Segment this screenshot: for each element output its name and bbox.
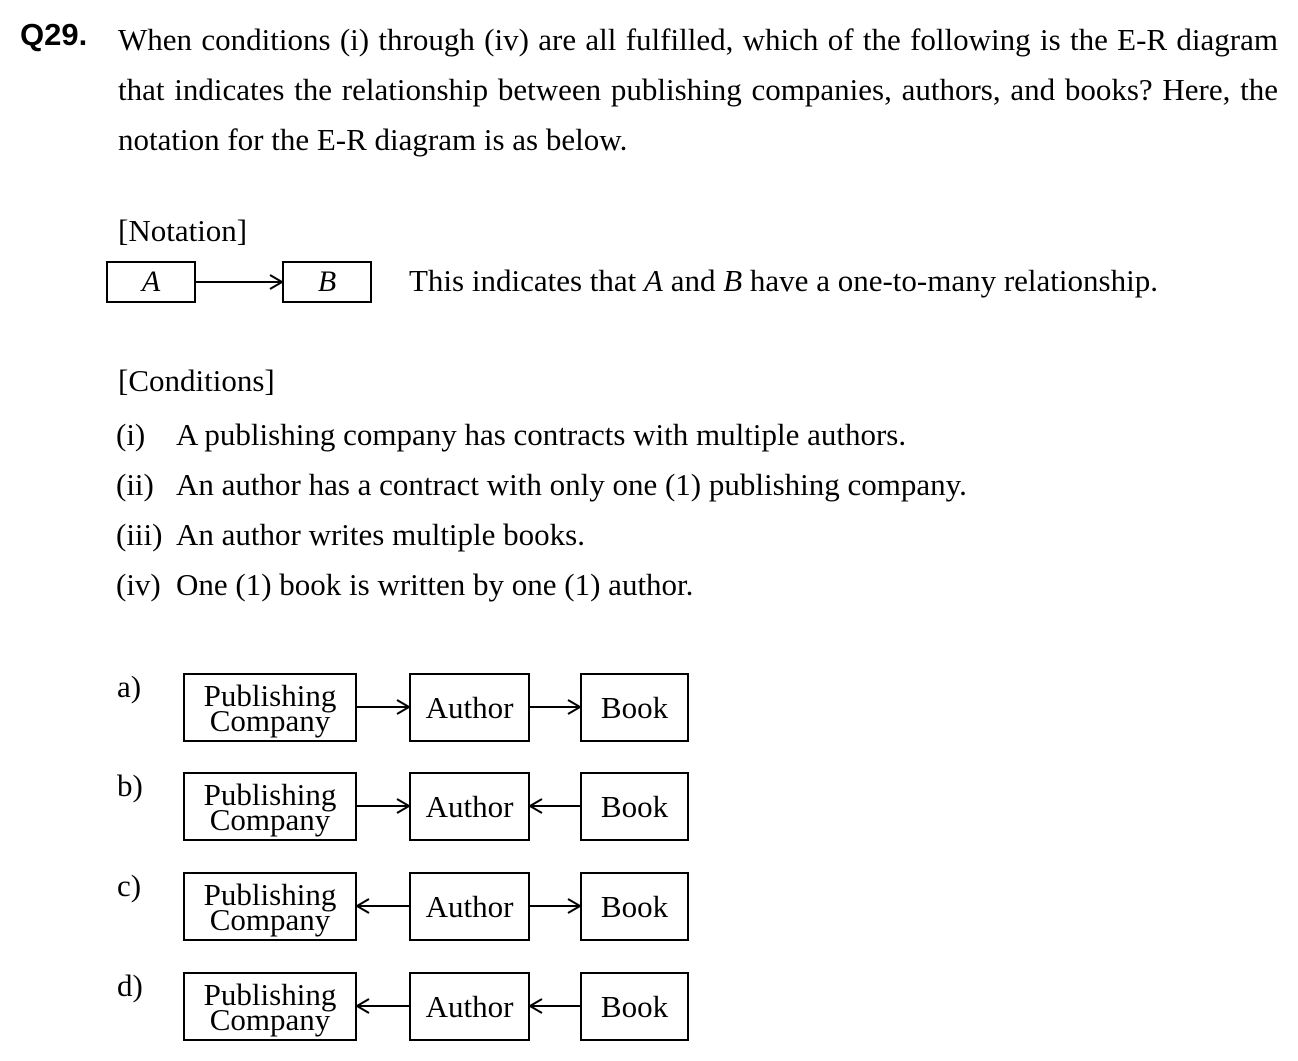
option-a-label: a) [117, 669, 142, 704]
option-b-arrow-company-author [357, 799, 409, 813]
notation-entity-a: A [106, 261, 196, 303]
condition-item: (i) A publishing company has contracts with multiple authors. [116, 417, 907, 452]
conditions-heading: [Conditions] [118, 363, 275, 398]
option-d-book: Book [580, 972, 689, 1041]
option-c-arrow-company-author [357, 899, 409, 913]
option-d-author: Author [409, 972, 530, 1041]
question-stem: When conditions (i) through (iv) are all fulfilled, which of the following is the E-R diagram that indicates the relationship between publishing companies, authors, and books? Here, the notation for the E-R diagram is as below. [118, 22, 1278, 157]
condition-item: (iv) One (1) book is written by one (1) author. [116, 567, 694, 602]
notation-entity-b: B [282, 261, 372, 303]
notation-heading: [Notation] [118, 213, 248, 248]
option-a-book: Book [580, 673, 689, 742]
option-b-publishing-company: Publishing Company [183, 772, 357, 841]
option-c-author: Author [409, 872, 530, 941]
option-c-arrow-author-book [530, 899, 580, 913]
option-a-arrow-company-author [357, 700, 409, 714]
option-a-publishing-company: Publishing Company [183, 673, 357, 742]
option-b-arrow-author-book [530, 799, 580, 813]
condition-item: (iii) An author writes multiple books. [116, 517, 585, 552]
option-b-book: Book [580, 772, 689, 841]
option-d-publishing-company: Publishing Company [183, 972, 357, 1041]
option-b-author: Author [409, 772, 530, 841]
option-a-author: Author [409, 673, 530, 742]
notation-description: This indicates that A and B have a one-to-many relationship. [409, 263, 1158, 298]
option-d-arrow-company-author [357, 999, 409, 1013]
condition-item: (ii) An author has a contract with only one (1) publishing company. [116, 467, 967, 502]
notation-arrow [196, 275, 282, 289]
option-d-arrow-author-book [530, 999, 580, 1013]
option-a-arrow-author-book [530, 700, 580, 714]
option-d-label: d) [117, 968, 143, 1003]
option-c-publishing-company: Publishing Company [183, 872, 357, 941]
option-c-label: c) [117, 868, 142, 903]
option-c-book: Book [580, 872, 689, 941]
option-b-label: b) [117, 768, 143, 803]
question-number: Q29. [20, 17, 88, 52]
